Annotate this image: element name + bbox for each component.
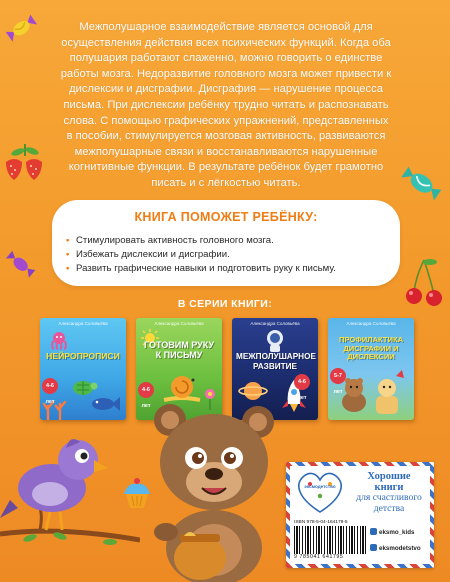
series-title: В СЕРИИ КНИГИ: <box>177 298 273 310</box>
bear-illustration <box>140 400 290 582</box>
list-item-text: Избежать дислексии и дисграфии. <box>76 249 230 260</box>
book-age-badge: 4-6 лет <box>42 378 58 394</box>
book-author: Александра Соловьёва <box>154 321 204 326</box>
animals-icon <box>336 368 408 416</box>
book-cover-profilaktika <box>328 318 414 420</box>
candy-icon <box>398 164 444 204</box>
list-item: • Стимулировать активность головного мозга. <box>66 235 274 246</box>
help-title: КНИГА ПОМОЖЕТ РЕБЁНКУ: <box>134 210 318 224</box>
book-author: Александра Соловьёва <box>250 321 300 326</box>
list-item-text: Стимулировать активность головного мозга. <box>76 235 274 246</box>
book-title: МЕЖПОЛУШАРНОЕ РАЗВИТИЕ <box>236 352 316 371</box>
book-title: НЕЙРОПРОПИСИ <box>46 351 120 361</box>
slogan-line: книги <box>374 481 404 493</box>
help-box <box>52 200 400 286</box>
bird-illustration <box>0 430 140 550</box>
book-author: Александра Соловьёва <box>58 321 108 326</box>
list-item: • Развить графические навыки и подготовить руку к письму. <box>66 263 336 274</box>
list-item: • Избежать дислексии и дисграфии. <box>66 249 230 260</box>
list-item-text: Развить графические навыки и подготовить руку к письму. <box>76 263 336 274</box>
candy-icon <box>4 12 40 46</box>
intro-paragraph: Межполушарное взаимодействие является основой для осуществления действия всех психических функций. Когда оба полушария работают слаженно, можно говорить о единстве работы мозга. Недоразвитие головного мозга может привести к дислексии и дисграфии. Дисграфия — нарушение процесса письма. При дислексии ребёнку трудно читать и распознавать слова. С помощью графических упражнений, представленных в пособии, стимулируется мозговая активность, развиваются межполушарные связи и восстанавливаются нарушенные когнитивные функции. В результате ребёнок будет грамотно писать и с лёгкостью читать. <box>60 21 392 189</box>
logo-text: эксмодетство <box>304 484 336 489</box>
slogan-line: для счастливого <box>356 492 422 503</box>
help-list <box>66 234 336 276</box>
book-title: ПРОФИЛАКТИКА ДИСГРАФИИ И ДИСЛЕКСИИ <box>338 335 404 362</box>
barcode-number: 9 785041 641795 <box>294 554 344 560</box>
book-cover-neuropropisi <box>40 318 126 420</box>
candy-icon <box>2 248 38 282</box>
book-author: Александра Соловьёва <box>346 321 396 326</box>
strawberries-icon <box>0 140 50 192</box>
book-title: ГОТОВИМ РУКУ К ПИСЬМУ <box>143 340 215 360</box>
slogan-line: детства <box>373 502 405 514</box>
book-age-badge: 5-7 лет <box>330 368 346 384</box>
heart-logo-icon <box>294 470 346 514</box>
publisher-sticker <box>286 462 434 568</box>
vk-icon <box>370 544 377 551</box>
social-link-detstvo[interactable]: eksmodetstvo <box>370 544 421 552</box>
isbn-text: ISBN 978-5-04-164179-5 <box>294 520 348 525</box>
barcode <box>294 526 366 554</box>
social-link-kids[interactable]: eksmo_kids <box>370 528 414 536</box>
book-age-badge: 4-6 лет <box>294 374 310 390</box>
fish-icon <box>90 394 120 414</box>
octopus-icon <box>48 330 70 350</box>
book-age-badge: 4-6 лет <box>138 382 154 398</box>
vk-icon <box>370 528 377 535</box>
slogan-line: Хорошие <box>367 471 411 482</box>
slogan <box>352 472 426 514</box>
astronaut-icon <box>262 328 288 352</box>
snail-icon <box>162 372 202 402</box>
